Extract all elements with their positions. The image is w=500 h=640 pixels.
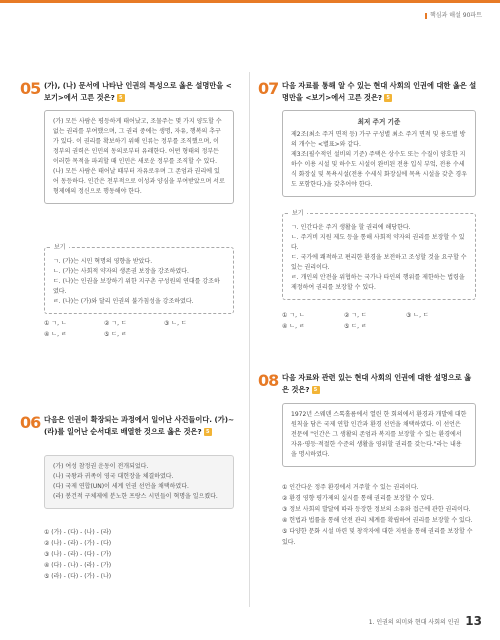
q07-law-article: 제3조(필수적인 설비의 기준) 주택은 상수도 또는 수질이 양호한 지하수 이용 시설 및 하수도 시설이 완비된 전용 입식 부엌, 전용 수세식 화장실 및 목욕시설(전용 수세식 화장실에 목욕 시설을 갖춘 경우도 포함한다.)을 갖추어야 한다. — [291, 151, 467, 188]
q07-law-box — [282, 110, 476, 197]
q06-number: 06 — [20, 413, 41, 432]
q08-badge: 5 — [312, 386, 320, 394]
q05-options — [44, 318, 224, 340]
q05-option-4[interactable]: ④ ㄴ, ㄹ — [44, 331, 67, 338]
q05-badge: 5 — [117, 94, 125, 102]
q05-number: 05 — [20, 79, 41, 98]
q08-option-3[interactable]: ③ 정보 사회의 발달에 따라 등장한 정보의 소유와 접근에 관한 권리이다. — [282, 506, 471, 513]
q05-bogi-item: ㄷ. (나)는 인권을 보장하기 위한 지구촌 구성원의 연대를 강조하였다. — [53, 278, 220, 295]
q07-number: 07 — [258, 79, 279, 98]
q07-bogi-box — [282, 210, 476, 300]
q08-options — [282, 482, 476, 548]
q05-bogi-item: ㄴ. (가)는 사회적 약자의 생존권 보장을 강조하였다. — [53, 268, 189, 275]
q07-badge: 5 — [384, 94, 392, 102]
q07-box-title: 최저 주거 기준 — [357, 118, 401, 126]
q05-option-5[interactable]: ⑤ ㄷ, ㄹ — [104, 331, 127, 338]
q07-bogi-item: ㄴ. 주거비 지원 제도 등을 통해 사회적 약자의 권리를 보장할 수 있다. — [291, 234, 465, 251]
q05-option-1[interactable]: ① ㄱ, ㄴ — [44, 320, 67, 327]
q07-option-1[interactable]: ① ㄱ, ㄴ — [282, 312, 305, 319]
q05-bogi-item: ㄱ. (가)는 시민 혁명의 영향을 받았다. — [53, 258, 153, 265]
q06-event: (나) 국왕과 귀족이 영국 대헌장을 체결하였다. — [53, 473, 174, 480]
q08-option-1[interactable]: ① 인간다운 정주 환경에서 거주할 수 있는 권리이다. — [282, 484, 419, 491]
header-label: 핵심과 해설 90파트 — [425, 10, 482, 19]
q06-option-2[interactable]: ② (나) - (라) - (가) - (다) — [44, 540, 112, 547]
q07-bogi-item: ㄱ. 인간다운 주거 생활을 할 권리에 해당한다. — [291, 224, 411, 231]
q06-question[interactable]: 다음은 인권이 확장되는 과정에서 일어난 사건들이다. (가)~(라)를 일어난 순서대로 배열한 것으로 옳은 것은? 5 — [44, 415, 235, 436]
top-accent-line — [0, 0, 500, 3]
q07-option-3[interactable]: ③ ㄴ, ㄷ — [406, 312, 429, 319]
q05-bogi-label: 보기 — [51, 243, 69, 253]
page-footer — [369, 614, 482, 628]
q05-bogi-item: ㄹ. (나)는 (가)와 달리 인권의 불가침성을 강조하였다. — [53, 298, 194, 305]
q06-option-3[interactable]: ③ (나) - (라) - (다) - (가) — [44, 551, 112, 558]
q07-bogi-item: ㄹ. 개인의 안전을 위협하는 국가나 타인의 행위를 제한하는 법령을 제정하여 권리를 보장할 수 있다. — [291, 274, 465, 291]
q07-question[interactable]: 다음 자료를 통해 알 수 있는 현대 사회의 인권에 대한 옳은 설명만을 <보기>에서 고른 것은? 5 — [282, 81, 477, 102]
q07-option-4[interactable]: ④ ㄴ, ㄹ — [282, 323, 305, 330]
q06-option-1[interactable]: ① (가) - (다) - (나) - (라) — [44, 529, 112, 536]
q08-passage: 1972년 스웨덴 스톡홀름에서 열린 한 회의에서 환경과 개발에 대한 원칙을 담은 국제 연합 인간과 환경 선언을 채택하였다. 이 선언은 전문에 "인간은 그 생활의 존엄과 복지를 보장할 수 있는 환경에서 자유·평등·적절한 수준의 생활을 영위할 권리를 갖는다."라는 내용을 명시하였다. — [291, 411, 467, 458]
q07-bogi-label: 보기 — [289, 209, 307, 219]
q08-option-2[interactable]: ② 환경 영향 평가제의 실시를 통해 권리를 보장할 수 있다. — [282, 495, 434, 502]
q07-bogi-item: ㄷ. 국가에 쾌적하고 편리한 환경을 보전하고 조성할 것을 요구할 수 있는 권리이다. — [291, 254, 467, 271]
q07-option-2[interactable]: ② ㄱ, ㄷ — [344, 312, 367, 319]
q07-option-5[interactable]: ⑤ ㄷ, ㄹ — [344, 323, 367, 330]
q05-bogi-box — [44, 244, 234, 314]
q05-passage-box — [44, 110, 234, 204]
q06-event: (라) 봉건적 구체제에 분노한 프랑스 시민들이 혁명을 일으켰다. — [53, 493, 218, 500]
q08-option-5[interactable]: ⑤ 다양한 문화 시설 마련 및 창작자에 대한 지원을 통해 권리를 보장할 수 있다. — [282, 528, 473, 546]
q07-options — [282, 310, 468, 332]
q05-passage-ga: (가) 모든 사람은 평등하게 태어났고, 조물주는 몇 가지 양도할 수 없는 권리를 부여했으며, 그 권리 중에는 생명, 자유, 행복의 추구가 있다. 이 권리를 확보하기 위해 인류는 정부를 조직했으며, 이 정부의 권력은 인민의 동의로부터 유래한다. 어떤 형태의 정부든 이러한 목적을 파괴할 때 인민은 새로운 정부를 조직할 수 있다. — [53, 118, 222, 165]
q06-option-4[interactable]: ④ (다) - (나) - (라) - (가) — [44, 562, 112, 569]
column-divider — [249, 72, 250, 607]
q06-option-5[interactable]: ⑤ (라) - (다) - (가) - (나) — [44, 573, 112, 580]
q08-passage-box — [282, 403, 476, 467]
q05-option-3[interactable]: ③ ㄴ, ㄷ — [164, 320, 187, 327]
q05-passage-na: (나) 모든 사람은 태어날 때부터 자유로우며 그 존엄과 권리에 있어 동등하다. 인간은 천부적으로 이성과 양심을 부여받았으며 서로 형제애의 정신으로 행동해야 한다. — [53, 168, 225, 195]
q08-option-4[interactable]: ④ 헌법과 법률을 통해 안전 관리 체계를 확립하여 권리를 보장할 수 있다. — [282, 517, 473, 524]
q08-question[interactable]: 다음 자료와 관련 있는 현대 사회의 인권에 대한 설명으로 옳은 것은? 5 — [282, 373, 472, 394]
q06-options — [44, 527, 111, 582]
q06-event: (가) 여성 참정권 운동이 전개되었다. — [53, 463, 149, 470]
page-number: 13 — [465, 614, 482, 628]
q05-question[interactable]: (가), (나) 문서에 나타난 인권의 특성으로 옳은 설명만을 <보기>에서 고른 것은? 5 — [44, 81, 232, 102]
q06-events-box — [44, 455, 234, 509]
q06-badge: 5 — [204, 428, 212, 436]
q07-law-article: 제2조(최소 주거 면적 등) 가구 구성별 최소 주거 면적 및 용도별 방의 개수는 <별표>와 같다. — [291, 131, 466, 148]
q05-option-2[interactable]: ② ㄱ, ㄷ — [104, 320, 127, 327]
footer-chapter: 1. 인권의 의미와 현대 사회의 인권 — [368, 618, 460, 626]
q08-number: 08 — [258, 371, 279, 390]
q06-event: (다) 국제 연합(UN)이 세계 인권 선언을 채택하였다. — [53, 483, 189, 490]
